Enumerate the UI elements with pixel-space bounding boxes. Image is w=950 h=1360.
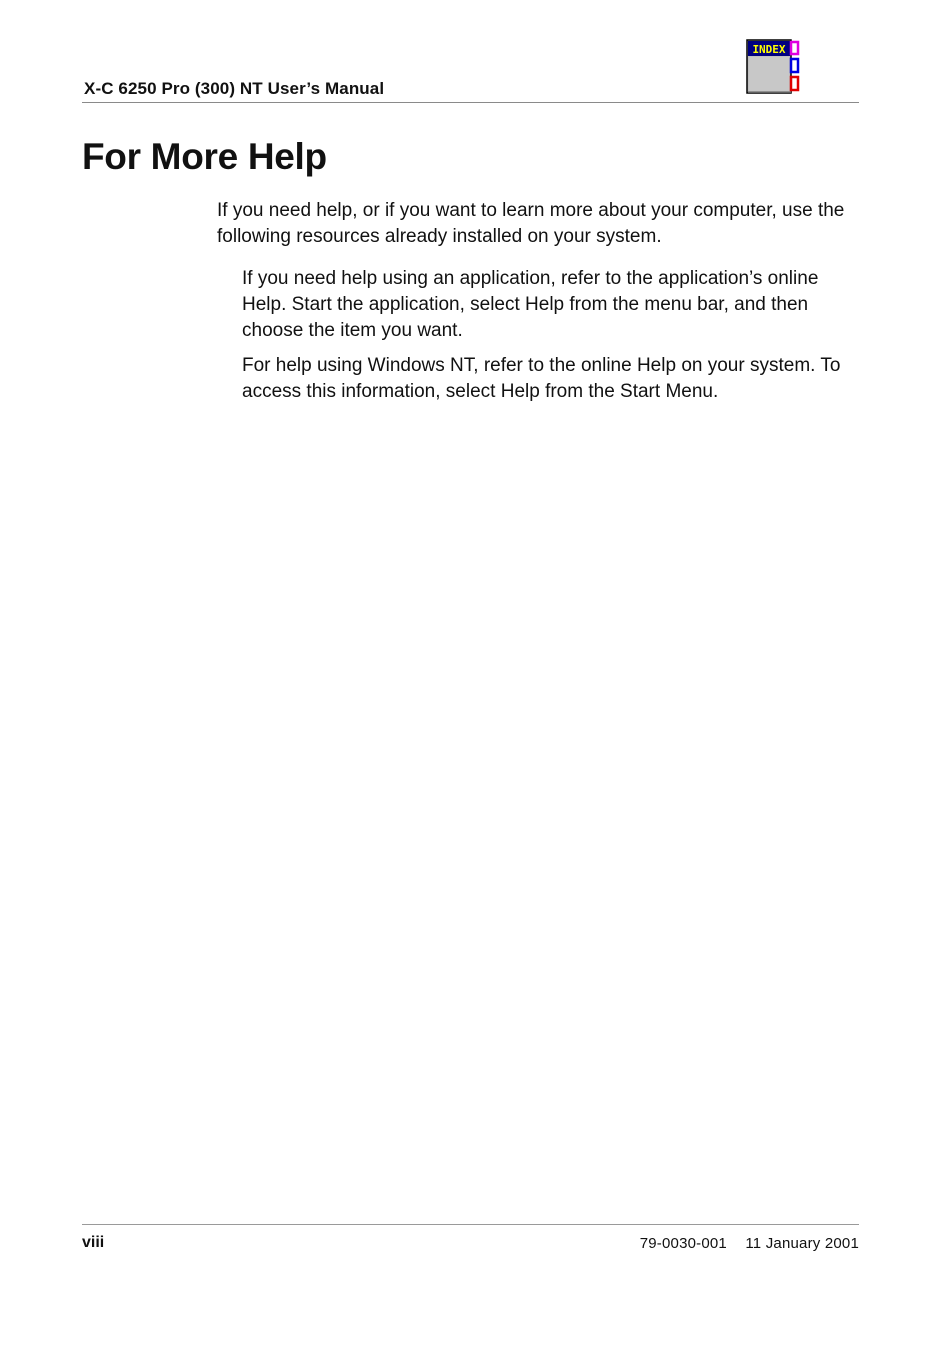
index-icon-label: INDEX	[752, 43, 786, 56]
page-number: viii	[82, 1234, 105, 1251]
document-info	[640, 1235, 859, 1252]
document-number: 79-0030-001	[639, 1235, 727, 1252]
page-title: For More Help	[82, 136, 327, 177]
document-date: 11 January 2001	[745, 1235, 859, 1252]
index-icon[interactable]	[746, 38, 800, 94]
manual-title: X-C 6250 Pro (300) NT User’s Manual	[84, 79, 385, 98]
intro-paragraph: If you need help, or if you want to learn more about your computer, use the following resources already installed on your system.	[217, 200, 845, 247]
help-resources-list	[242, 266, 867, 414]
header-divider	[82, 102, 859, 103]
list-item-windows-nt-help: For help using Windows NT, refer to the online Help on your system. To access this information, select Help from the Start Menu.	[242, 355, 841, 402]
list-item-application-help: If you need help using an application, refer to the application’s online Help. Start the application, select Help from the menu bar, and then choose the item you want.	[242, 268, 819, 341]
footer-divider	[82, 1224, 859, 1225]
